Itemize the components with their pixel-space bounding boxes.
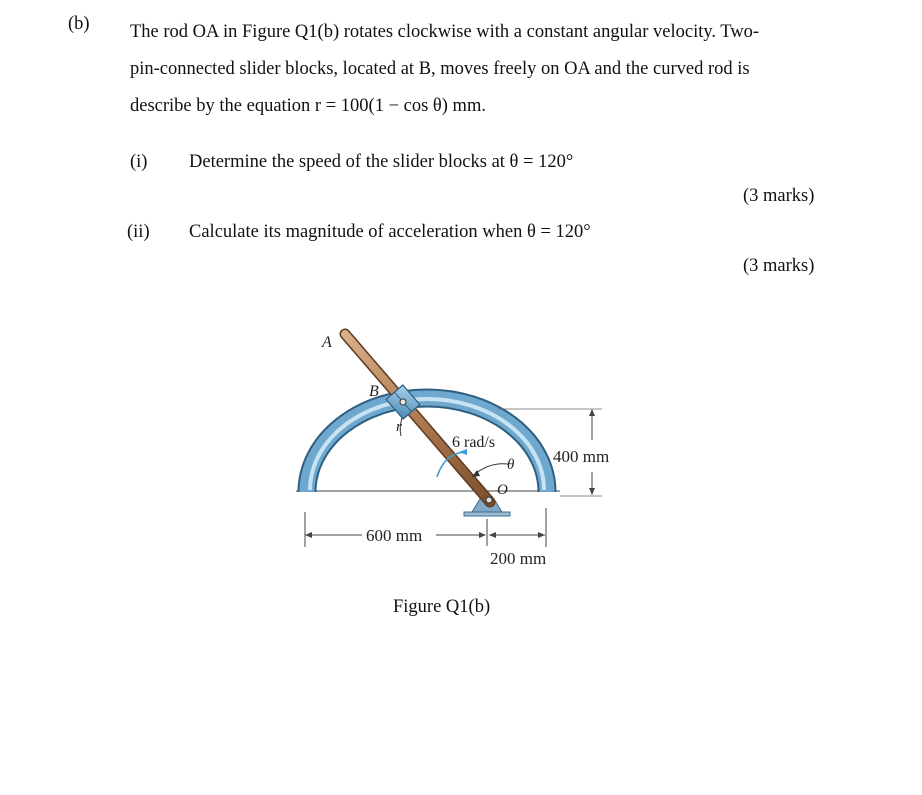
statement-line-1: The rod OA in Figure Q1(b) rotates clockwise with a constant angular velocity. Two- [130,22,760,42]
label-a: A [322,334,332,351]
statement-line-2: pin-connected slider blocks, located at B, moves freely on OA and the curved rod is [130,59,750,79]
part-label: (b) [68,14,90,34]
dim-600-arrow-left [305,532,312,538]
dim-200-arrow-left [489,532,496,538]
dim-200-arrow-right [538,532,545,538]
dim-600-arrow-right [479,532,486,538]
label-600-mm: 600 mm [366,526,423,545]
dim-400-arrow-bottom [589,488,595,495]
theta-arc [475,464,508,474]
question-number-ii: (ii) [127,222,150,242]
curved-rod [307,398,547,492]
statement-line-3: describe by the equation r = 100(1 − cos θ) mm. [130,96,486,116]
pin-o [486,497,492,503]
question-text-i: Determine the speed of the slider blocks at θ = 120° [189,152,574,172]
label-r: r [396,419,402,435]
question-number-i: (i) [130,152,148,172]
marks-i: (3 marks) [743,186,815,206]
label-theta: θ [507,457,515,473]
figure-caption: Figure Q1(b) [393,597,491,617]
label-b: B [369,383,379,400]
support-base [464,512,510,516]
label-200-mm: 200 mm [490,549,547,568]
label-o: O [497,482,508,498]
label-400-mm: 400 mm [553,447,610,466]
dim-400-arrow-top [589,409,595,416]
curved-rod-body [307,398,547,492]
question-text-ii: Calculate its magnitude of acceleration when θ = 120° [189,222,591,242]
label-angular-velocity: 6 rad/s [452,434,496,451]
marks-ii: (3 marks) [743,256,815,276]
